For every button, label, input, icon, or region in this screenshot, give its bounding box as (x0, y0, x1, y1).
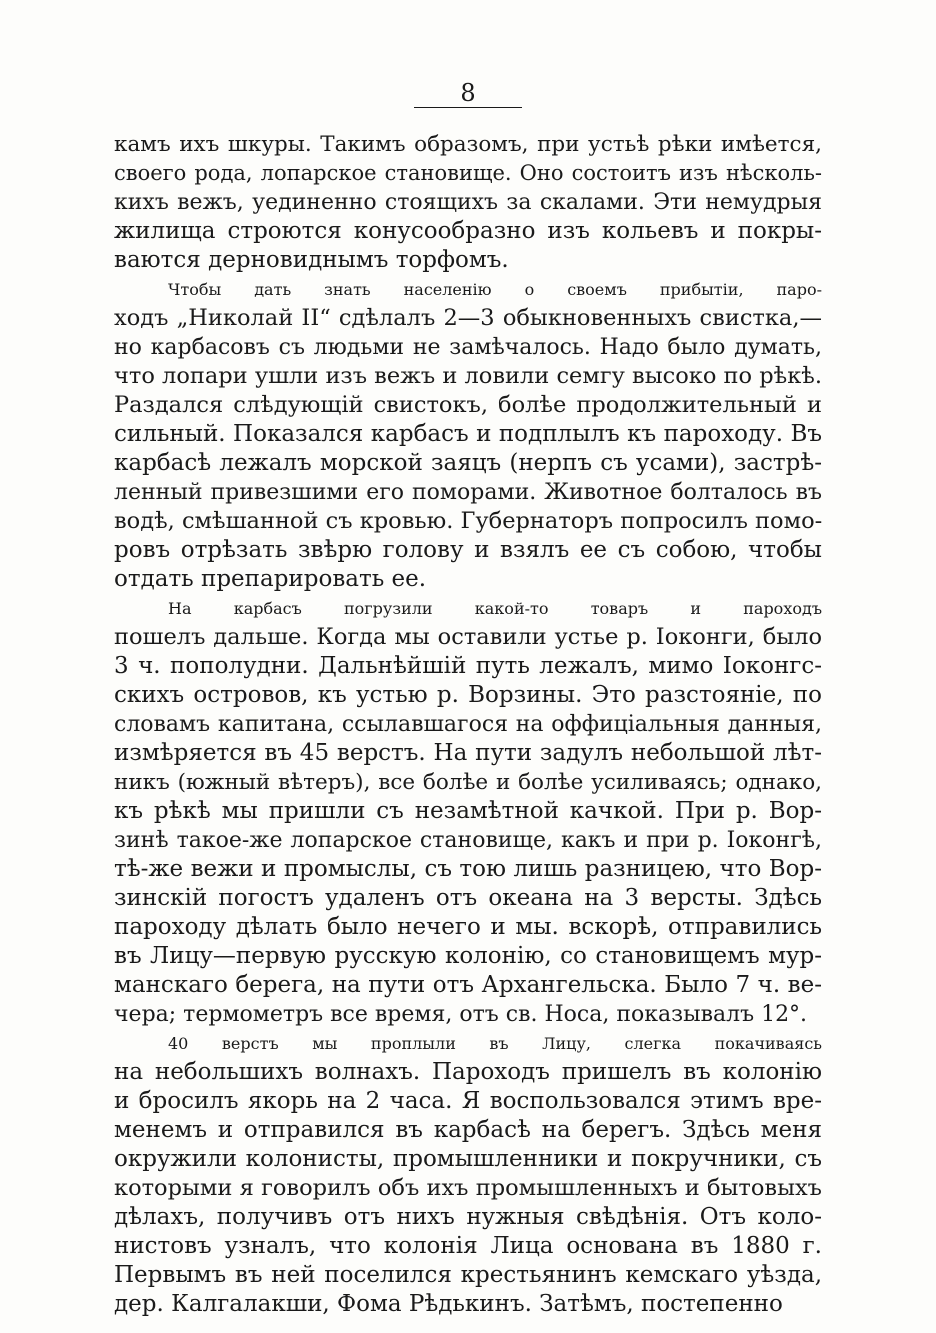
text-line: чера; термометръ все время, отъ св. Носа, показывалъ 12°. (114, 1002, 808, 1027)
text-line: скихъ островов, къ устью р. Ворзины. Это разстояніе, по (114, 682, 822, 708)
text-line: дѣлахъ, получивъ отъ нихъ нужныя свѣдѣнія. Отъ коло- (114, 1204, 822, 1230)
text-line: въ Лицу—первую русскую колонію, со становищемъ мур- (114, 943, 822, 969)
text-line: измѣряется въ 45 верстъ. На пути задулъ небольшой лѣт- (114, 740, 822, 766)
text-line: никъ (южный вѣтеръ), все болѣе и болѣе усиливаясь; однако, (114, 770, 822, 795)
text-line: словамъ капитана, ссылавшагося на оффиціальныя данныя, (114, 712, 822, 737)
text-line: 40 верстъ мы проплыли въ Лицу, слегка покачиваясь (168, 1034, 822, 1053)
paragraph (114, 275, 822, 594)
text-line: карбасѣ лежалъ морской заяцъ (нерпъ съ усами), застрѣ- (114, 450, 822, 476)
text-line: сильный. Показался карбасъ и подплылъ къ пароходу. Въ (114, 421, 822, 447)
text-line: менемъ и отправился въ карбасѣ на берегъ. Здѣсь меня (114, 1117, 822, 1143)
text-line: нистовъ узналъ, что колонія Лица основана въ 1880 г. (114, 1233, 822, 1259)
text-line: зинѣ такое-же лопарское становище, какъ и при р. Іоконгѣ, (114, 828, 822, 853)
text-line: ходъ „Николай II“ сдѣлалъ 2—3 обыкновенныхъ свистка,— (114, 305, 822, 331)
paragraph (114, 130, 822, 275)
text-line: которыми я говорилъ объ ихъ промышленныхъ и бытовыхъ (114, 1175, 822, 1201)
body-text (114, 130, 822, 1319)
text-line: къ рѣкѣ мы пришли съ незамѣтной качкой. При р. Вор- (114, 798, 822, 824)
text-line: зинскій погостъ удаленъ отъ океана на 3 версты. Здѣсь (114, 885, 822, 911)
text-line: ленный привезшими его поморами. Животное болталось въ (114, 480, 822, 505)
text-line: Чтобы дать знать населенію о своемъ прибытіи, паро- (168, 280, 822, 299)
text-line: отдать препарировать ее. (114, 566, 427, 592)
text-line: кихъ вежъ, уединенно стоящихъ за скалами. Эти немудрыя (114, 190, 822, 215)
text-line: манскаго берега, на пути отъ Архангельска. Было 7 ч. ве- (114, 972, 822, 998)
text-line: своего рода, лопарское становище. Оно состоитъ изъ нѣсколь- (114, 161, 822, 185)
text-line: что лопари ушли изъ вежъ и ловили семгу высоко по рѣкѣ. (114, 363, 822, 389)
text-line: Раздался слѣдующій свистокъ, болѣе продолжительный и (114, 392, 822, 418)
text-line: дер. Калгалакши, Фома Рѣдькинъ. Затѣмъ, постепенно (114, 1291, 783, 1317)
text-line: пароходу дѣлать было нечего и мы. вскорѣ, отправились (114, 914, 822, 940)
paragraph (114, 594, 822, 1029)
text-line: на небольшихъ волнахъ. Пароходъ пришелъ въ колонію (114, 1059, 822, 1085)
text-line: камъ ихъ шкуры. Такимъ образомъ, при устьѣ рѣки имѣется, (114, 132, 822, 157)
text-line: и бросилъ якорь на 2 часа. Я воспользовался этимъ вре- (114, 1088, 822, 1114)
text-line: пошелъ дальше. Когда мы оставили устье р. Іоконги, было (114, 624, 822, 650)
text-line: 3 ч. пополудни. Дальнѣйшій путь лежалъ, мимо Іоконгс- (114, 653, 822, 679)
text-line: жилища строются конусообразно изъ кольевъ и покры- (114, 218, 822, 244)
text-line: На карбасъ погрузили какой-то товаръ и пароходъ (168, 599, 822, 618)
text-line: ваются дерновиднымъ торфомъ. (114, 247, 509, 273)
paragraph (114, 1029, 822, 1319)
header-rule (414, 107, 522, 108)
page-number: 8 (460, 79, 476, 107)
text-line: водѣ, смѣшанной съ кровью. Губернаторъ попросилъ помо- (114, 508, 823, 534)
text-line: тѣ-же вежи и промыслы, съ тою лишь разницею, что Вор- (114, 856, 822, 882)
text-line: окружили колонисты, промышленники и покручники, съ (114, 1146, 822, 1172)
text-line: но карбасовъ съ людьми не замѣчалось. Надо было думать, (114, 335, 822, 360)
text-line: ровъ отрѣзать звѣрю голову и взялъ ее съ собою, чтобы (114, 537, 822, 563)
text-line: Первымъ въ ней поселился крестьянинъ кемскаго уѣзда, (114, 1262, 822, 1288)
